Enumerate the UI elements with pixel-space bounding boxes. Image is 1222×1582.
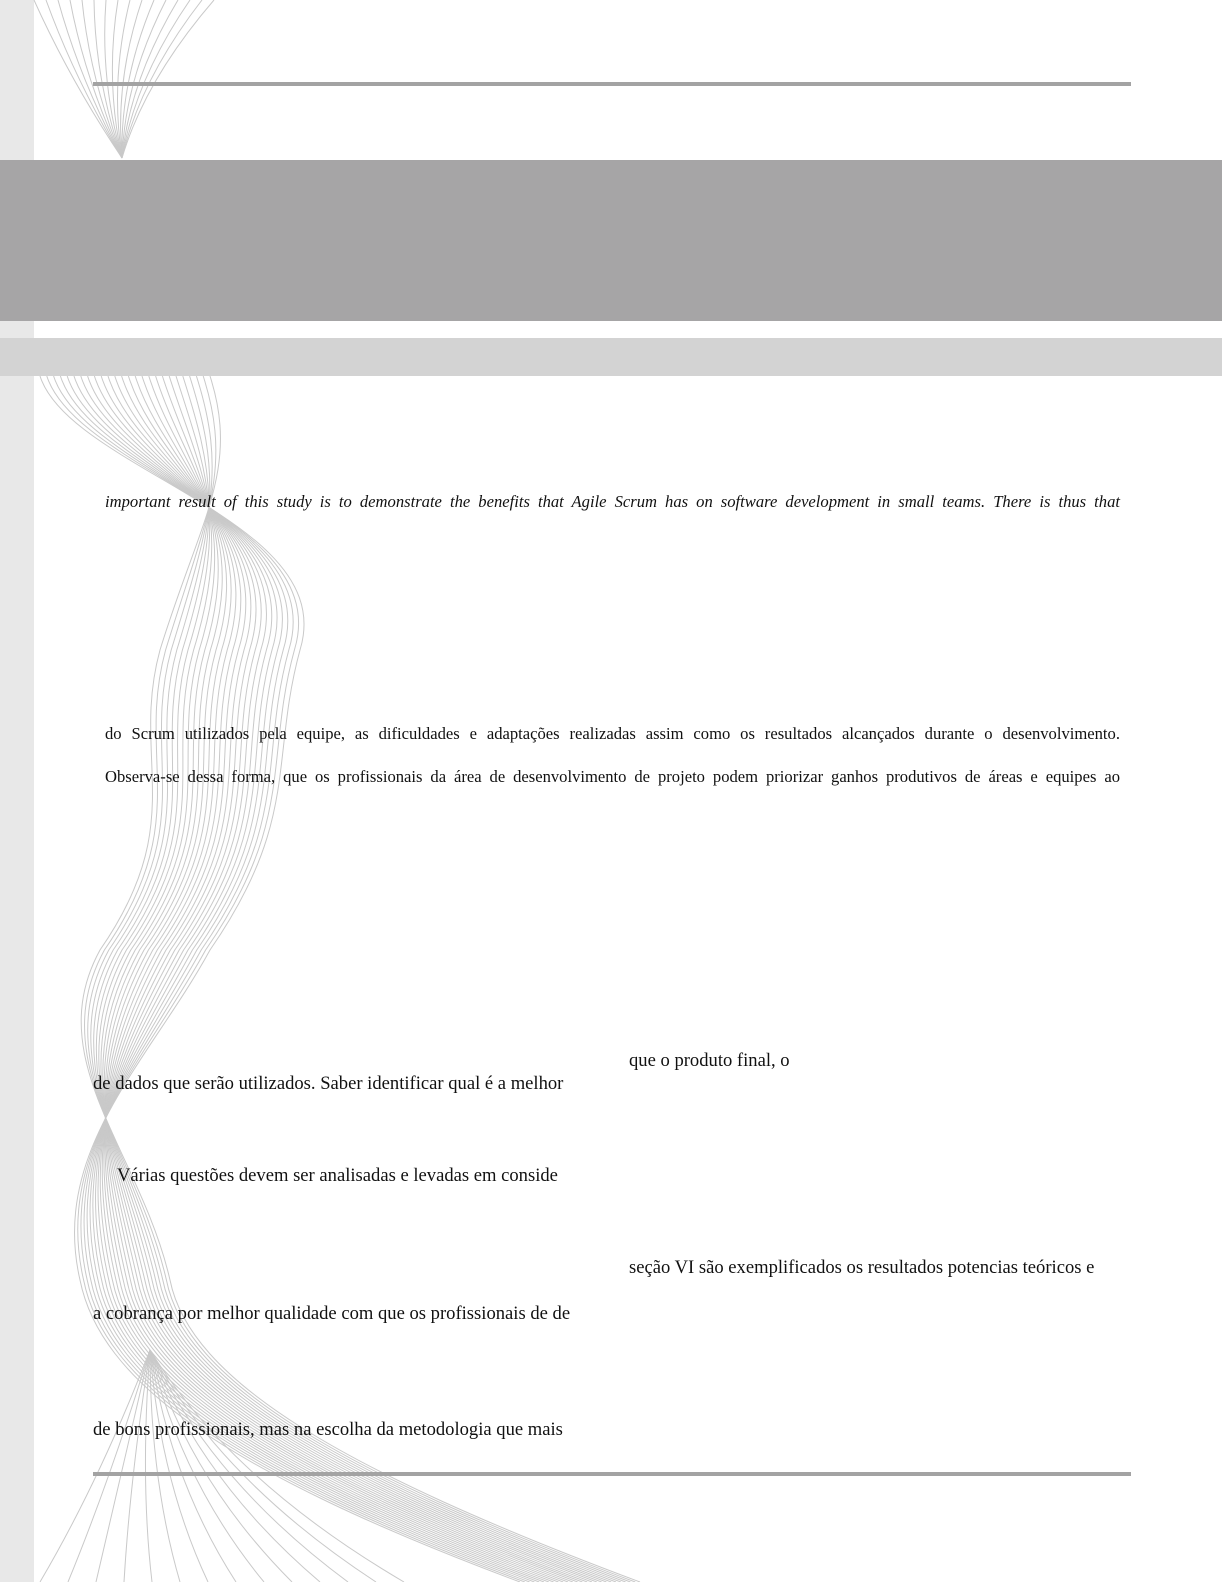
right-column-line: que o produto final, o [629,1050,790,1071]
header-rule [93,82,1131,86]
left-column-line: a cobrança por melhor qualidade com que os profissionais de de [93,1303,571,1324]
abstract-line: important result of this study is to demonstrate the benefits that Agile Scrum has on software development in small teams. There is thus that [105,492,1120,511]
right-column-line: seção VI são exemplificados os resultados potencias teóricos e [629,1257,1095,1278]
resumo-line: Observa-se dessa forma, que os profissionais da área de desenvolvimento de projeto podem priorizar ganhos produtivos de áreas e equipes ao [105,767,1120,786]
title-band [0,160,1222,321]
left-column-line: de dados que serão utilizados. Saber identificar qual é a melhor [93,1073,564,1094]
left-column-line: de bons profissionais, mas na escolha da metodologia que mais [93,1419,563,1440]
left-column-line: Várias questões devem ser analisadas e levadas em conside [117,1165,558,1186]
resumo-line: do Scrum utilizados pela equipe, as dificuldades e adaptações realizadas assim como os resultados alcançados durante o desenvolvimento. [105,724,1120,743]
footer-rule [93,1472,1131,1476]
subtitle-band [0,338,1222,376]
